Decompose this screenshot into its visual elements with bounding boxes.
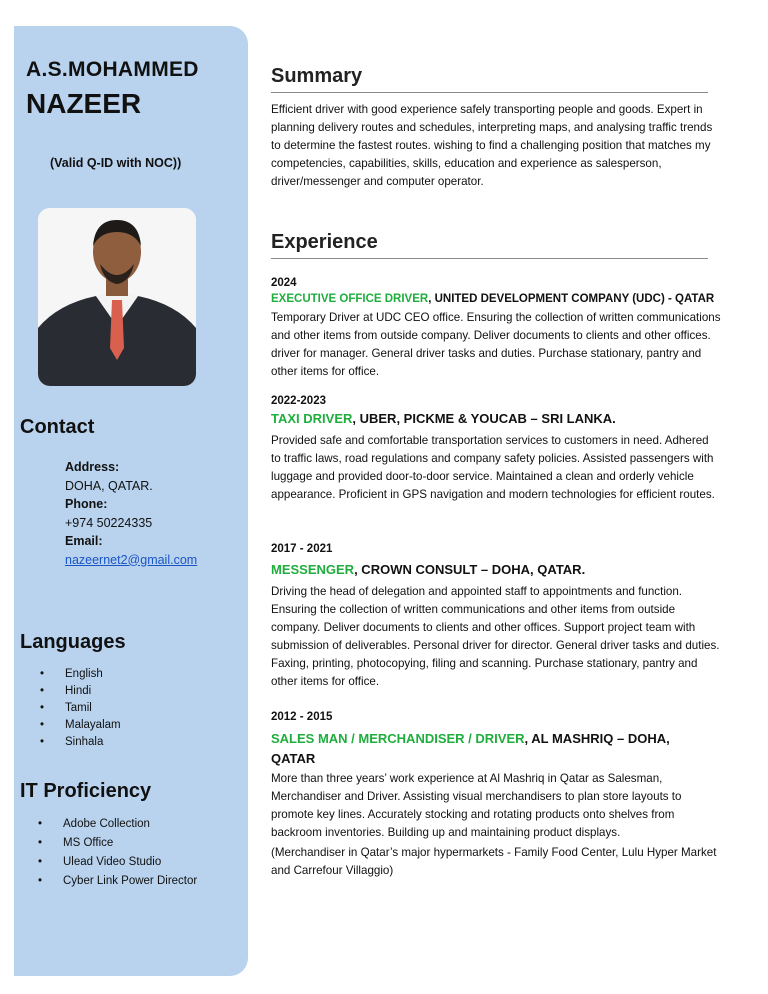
contact-heading: Contact [20, 416, 95, 438]
experience-divider [271, 258, 708, 259]
job-role: SALES MAN / MERCHANDISER / DRIVER [271, 731, 525, 746]
list-item: • Sinhala [40, 736, 104, 748]
phone-value: +974 50224335 [65, 515, 153, 530]
language-hindi: Hindi [65, 685, 92, 697]
job-year: 2022-2023 [271, 395, 326, 407]
profile-photo [38, 208, 196, 386]
summary-heading: Summary [271, 65, 363, 87]
job-company: , AL MASHRIQ – DOHA, QATAR [271, 731, 670, 766]
experience-heading: Experience [271, 231, 378, 253]
language-malayalam: Malayalam [65, 719, 121, 731]
job-title [271, 293, 721, 305]
language-sinhala: Sinhala [65, 736, 104, 748]
list-item: • Malayalam [40, 719, 121, 731]
contact-block [65, 458, 197, 569]
job-title [271, 411, 721, 426]
it-proficiency-heading: IT Proficiency [20, 780, 152, 802]
job-role: MESSENGER [271, 562, 355, 577]
address-value: DOHA, QATAR. [65, 478, 153, 493]
name-line-1: A.S.MOHAMMED [26, 58, 199, 81]
list-item: • Tamil [40, 702, 92, 714]
list-item: • Adobe Collection [38, 818, 150, 830]
address-label: Address: [65, 460, 120, 474]
job-description: Temporary Driver at UDC CEO office. Ensuring the collection of written communications and other items from outside company. Deliver documents to clients and other offices. driver for manager. General driver tasks and duties. Purchase stationary, pantry and other items for office. [271, 311, 721, 378]
job-title [271, 729, 711, 769]
qid-note: (Valid Q-ID with NOC)) [50, 156, 182, 170]
skill-cyberlink: Cyber Link Power Director [63, 875, 198, 887]
summary-text: Efficient driver with good experience safely transporting people and goods. Expert in planning delivery routes and schedules, interpreting maps, and analysing traffic trends to determine the fastest routes. wishing to find a challenging position that matches my competencies, capabilities, skills, education and experience as salesperson, driver/messenger and computer operator. [271, 103, 713, 188]
list-item: • Ulead Video Studio [38, 856, 162, 868]
job-year: 2012 - 2015 [271, 711, 333, 723]
name-line-2: NAZEER [26, 88, 142, 119]
phone-label: Phone: [65, 497, 108, 511]
language-tamil: Tamil [65, 702, 92, 714]
list-item: • Hindi [40, 685, 92, 697]
it-list [38, 815, 198, 891]
list-item: • Cyber Link Power Director [38, 875, 198, 887]
skill-ms-office: MS Office [63, 837, 114, 849]
job-company: , UBER, PICKME & YOUCAB – SRI LANKA. [352, 411, 616, 426]
job-year: 2024 [271, 277, 297, 289]
email-link[interactable]: nazeernet2@gmail.com [65, 552, 198, 567]
job-company: , CROWN CONSULT – DOHA, QATAR. [354, 562, 586, 577]
list-item: • English [40, 668, 103, 680]
job-description: Driving the head of delegation and appointed staff to appointments and function. Ensuring the collection of written communications and other items from outside company. Deliver documents to clients and other offices. Support project team with submission of deliverables. Personal driver for director. General driver tasks and duties. Faxing, printing, photocopying, filing and scanning. Purchase stationary, pantry and other items for office. [271, 585, 720, 688]
languages-list [40, 666, 121, 751]
email-label: Email: [65, 534, 103, 548]
job-note: (Merchandiser in Qatar’s major hypermarkets - Family Food Center, Lulu Hyper Market and Carrefour Villaggio) [271, 846, 717, 877]
job-title [271, 562, 721, 577]
skill-ulead: Ulead Video Studio [63, 856, 162, 868]
skill-adobe: Adobe Collection [63, 818, 150, 830]
summary-divider [271, 92, 708, 93]
job-role: TAXI DRIVER [271, 411, 353, 426]
job-company: , UNITED DEVELOPMENT COMPANY (UDC) - QATAR [428, 293, 715, 305]
languages-heading: Languages [20, 631, 126, 653]
job-role: EXECUTIVE OFFICE DRIVER [271, 293, 429, 305]
job-description: Provided safe and comfortable transportation services to customers in need. Adhered to traffic laws, road regulations and company safety policies. Assisted passengers with luggage and provided door-to-door service. Maintained a clean and orderly vehicle appearance. Proficient in GPS navigation and modern technologies for efficient routes. [271, 434, 715, 501]
language-english: English [65, 668, 103, 680]
job-year: 2017 - 2021 [271, 543, 333, 555]
list-item: • MS Office [38, 837, 114, 849]
job-description: More than three years’ work experience at Al Mashriq in Qatar as Salesman, Merchandiser and Driver. Assisting visual merchandisers to plan store layouts to promote key lines. Accurately stocking and rotating products onto shelves from backroom inventories. Building up and maintaining product displays. [271, 772, 682, 839]
